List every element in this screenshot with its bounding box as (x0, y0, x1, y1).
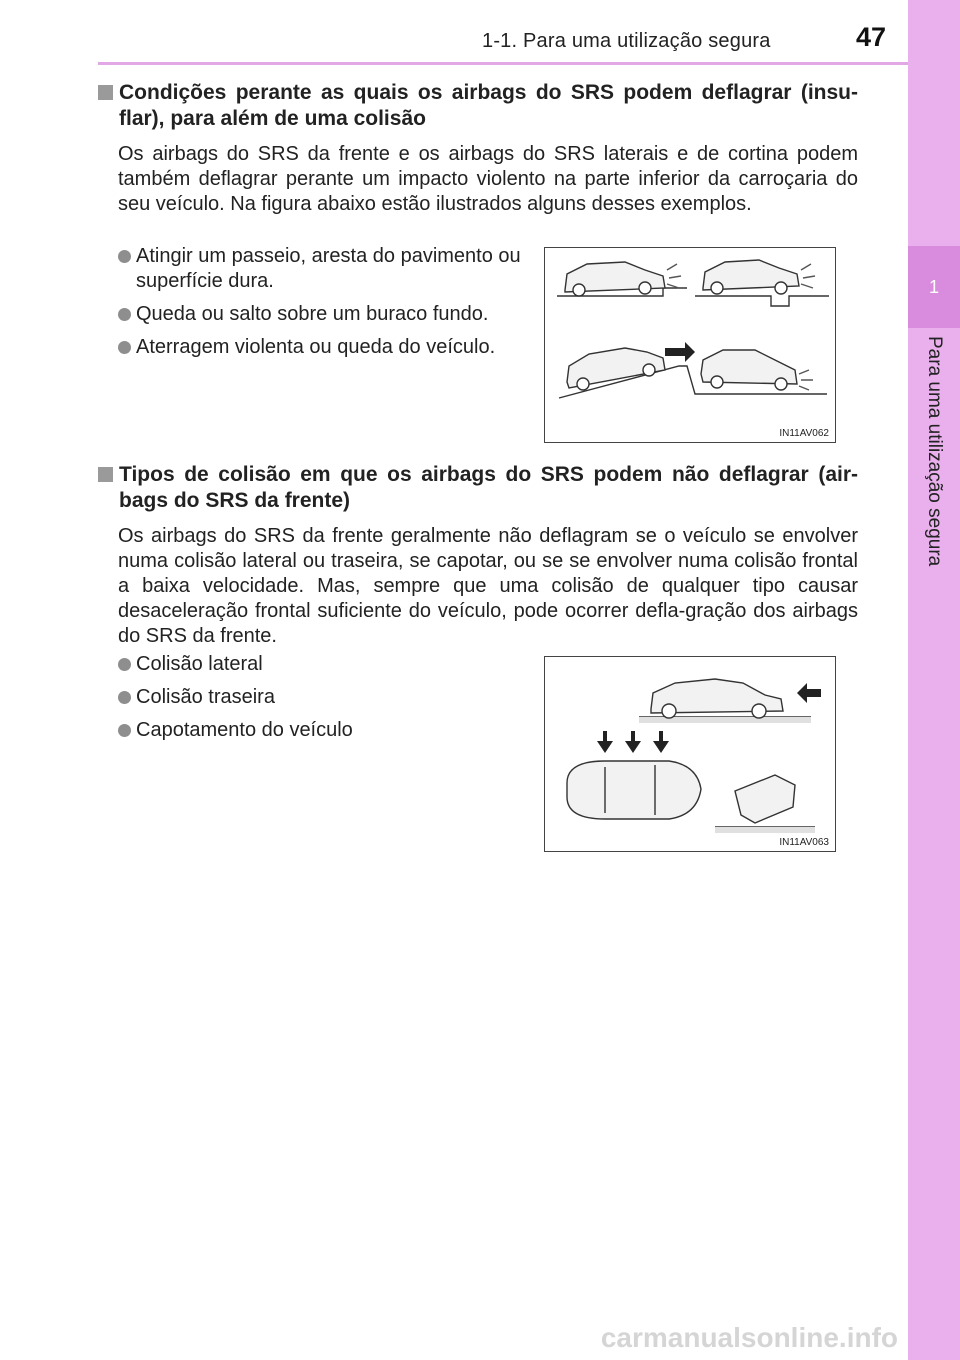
car-impact-illustration (545, 248, 835, 442)
section-body: Os airbags do SRS da frente e os airbags do SRS laterais e de cortina podem também deflagrar perante um impacto violento na parte inferior da carroçaria do seu veículo. Na figura abaixo estão ilustrados alguns desses exemplos. (118, 143, 858, 215)
page-header (0, 0, 908, 64)
header-divider (98, 62, 908, 65)
list-item: Colisão lateral (118, 652, 478, 677)
square-bullet-icon (98, 467, 113, 482)
list-item: Colisão traseira (118, 685, 478, 710)
bullet-list-1 (118, 244, 528, 368)
circle-bullet-icon (118, 308, 131, 321)
chapter-number-tab: 1 (908, 246, 960, 328)
circle-bullet-icon (118, 250, 131, 263)
list-item: Atingir um passeio, aresta do pavimento ou superfície dura. (118, 244, 528, 294)
figure-collision-types (544, 656, 836, 852)
page-number: 47 (856, 22, 887, 52)
list-item: Queda ou salto sobre um buraco fundo. (118, 302, 528, 327)
figure-undercarriage-impacts (544, 247, 836, 443)
circle-bullet-icon (118, 341, 131, 354)
section-heading: Condições perante as quais os airbags do SRS podem deflagrar (insu-flar), para além de uma colisão (98, 80, 858, 132)
figure-code: IN11AV062 (779, 428, 829, 439)
figure-code: IN11AV063 (779, 837, 829, 848)
section-body: Os airbags do SRS da frente geralmente não deflagram se o veículo se envolver numa colisão lateral ou traseira, se capotar, ou se se envolver numa colisão frontal a baixa velocidade. Mas, sempre que uma colisão de qualquer tipo causar desaceleração frontal suficiente do veículo, pode ocorrer defla-gração dos airbags do SRS da frente. (118, 525, 858, 647)
section-non-deploy-collisions (98, 462, 858, 649)
circle-bullet-icon (118, 658, 131, 671)
bullet-list-2 (118, 652, 478, 751)
list-item: Capotamento do veículo (118, 718, 478, 743)
section-heading: Tipos de colisão em que os airbags do SRS podem não deflagrar (air-bags do SRS da frente) (98, 462, 858, 514)
circle-bullet-icon (118, 724, 131, 737)
list-item: Aterragem violenta ou queda do veículo. (118, 335, 528, 360)
chapter-side-tab (908, 0, 960, 1360)
square-bullet-icon (98, 85, 113, 100)
chapter-title: 1-1. Para uma utilização segura (482, 30, 771, 52)
watermark: carmanualsonline.info (600, 1322, 898, 1353)
circle-bullet-icon (118, 691, 131, 704)
chapter-side-label: Para uma utilização segura (924, 336, 945, 567)
section-deploy-conditions (98, 80, 858, 217)
collision-types-illustration (545, 657, 835, 851)
